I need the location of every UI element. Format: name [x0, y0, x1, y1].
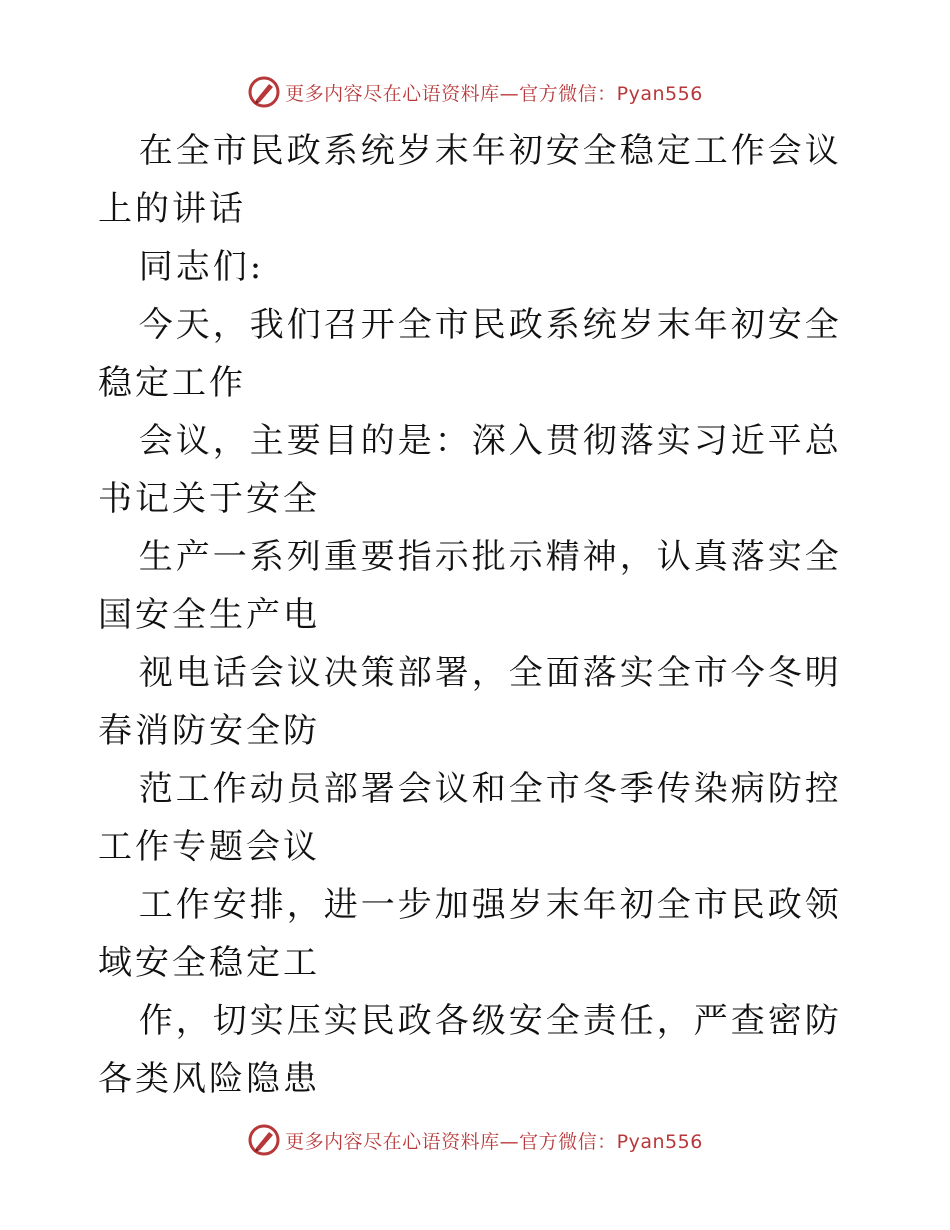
document-body	[98, 122, 858, 1108]
watermark-text: 更多内容尽在心语资料库—官方微信：Pyan556	[285, 82, 703, 105]
document-title: 在全市民政系统岁末年初安全稳定工作会议上的讲话	[98, 131, 842, 229]
paragraph: 今天，我们召开全市民政系统岁末年初安全稳定工作	[98, 305, 842, 403]
paragraph: 生产一系列重要指示批示精神，认真落实全国安全生产电	[98, 537, 842, 635]
footer-watermark	[0, 1120, 950, 1160]
paragraph: 作，切实压实民政各级安全责任，严查密防各类风险隐患	[98, 1001, 842, 1099]
pen-logo-icon	[247, 75, 281, 109]
paragraph: 范工作动员部署会议和全市冬季传染病防控工作专题会议	[98, 769, 842, 867]
pen-logo-icon	[247, 1123, 281, 1157]
paragraph: 视电话会议决策部署，全面落实全市今冬明春消防安全防	[98, 653, 842, 751]
header-watermark	[0, 72, 950, 112]
salutation: 同志们:	[138, 247, 265, 287]
paragraph: 工作安排，进一步加强岁末年初全市民政领域安全稳定工	[98, 885, 842, 983]
watermark-text: 更多内容尽在心语资料库—官方微信：Pyan556	[285, 1130, 703, 1153]
paragraph: 会议，主要目的是：深入贯彻落实习近平总书记关于安全	[98, 421, 842, 519]
